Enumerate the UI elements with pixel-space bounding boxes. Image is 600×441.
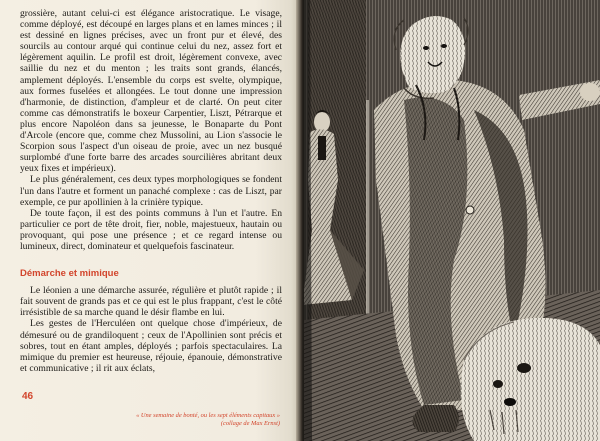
caption-title: « Une semaine de bonté, ou les sept éléments capitaux » — [136, 412, 280, 419]
section-heading: Démarche et mimique — [20, 268, 119, 280]
lion-headed-man-engraving — [304, 0, 600, 441]
right-page — [304, 0, 600, 441]
body-text — [20, 8, 282, 374]
paragraph: Le plus généralement, ces deux types morphologiques se fondent l'un dans l'autre et forment un panaché complexe : cas de Liszt, par exemple, ce pur apollinien à la crinière typique. — [20, 174, 282, 208]
caption-credit: (collage de Max Ernst) — [220, 420, 280, 427]
paragraph: Les gestes de l'Herculéen ont quelque chose d'impérieux, de démesuré ou de grandiloquent ; ceux de l'Apollinien sont précis et sobres, tout en étant amples, déployés ; parfois spectaculaires. La mimique du premier est heureuse, réjouie, épanouie, démonstrative et communicative ; il rit aux éclats, — [20, 318, 282, 374]
figure-caption — [60, 412, 280, 428]
paragraph: Le léonien a une démarche assurée, régulière et plutôt rapide ; il fait souvent de grands pas et ce qui est le plus frappant, c'est le côté irrésistible de sa marche quand le désir flambe en lui. — [20, 285, 282, 319]
paragraph: grossière, autant celui-ci est élégance aristocratique. Le visage, comme déployé, est découpé en larges plans et en lames minces ; il est dessiné en lignes précises, avec un front pur et élevé, des sourcils au contour arqué qui continue celui du nez, assez fort et légèrement aquilin. Le profil est droit, légèrement convexe, avec saillie du nez et du menton ; les traits sont grands, élancés, amplement déployés. L'ensemble du corps est svelte, olympique, aux formes fuselées et allongées. Le tout donne une impression d'harmonie, de distinction, d'ampleur et de clarté. On peut citer comme cas démonstratifs le boxeur Carpentier, Liszt, Pétrarque et plus encore Napoléon dans sa jeunesse, le Bonaparte du Pont d'Arcole (encore que, comme chez Mussolini, au Lion s'associe le Scorpion sous l'aspect d'un oiseau de proie, avec un nez busqué surplombé d'une forte barre des arcades sourcilières abritant deux yeux fixes et impérieux). — [20, 8, 282, 175]
paragraph: De toute façon, il est des points communs à l'un et l'autre. En particulier ce port de tête droit, fier, noble, majestueux, hautain ou provoquant, qui pose une présence ; et ce regard intense ou lumineux, direct, dominateur et quelquefois fascinateur. — [20, 207, 282, 252]
page-number: 46 — [22, 391, 34, 402]
